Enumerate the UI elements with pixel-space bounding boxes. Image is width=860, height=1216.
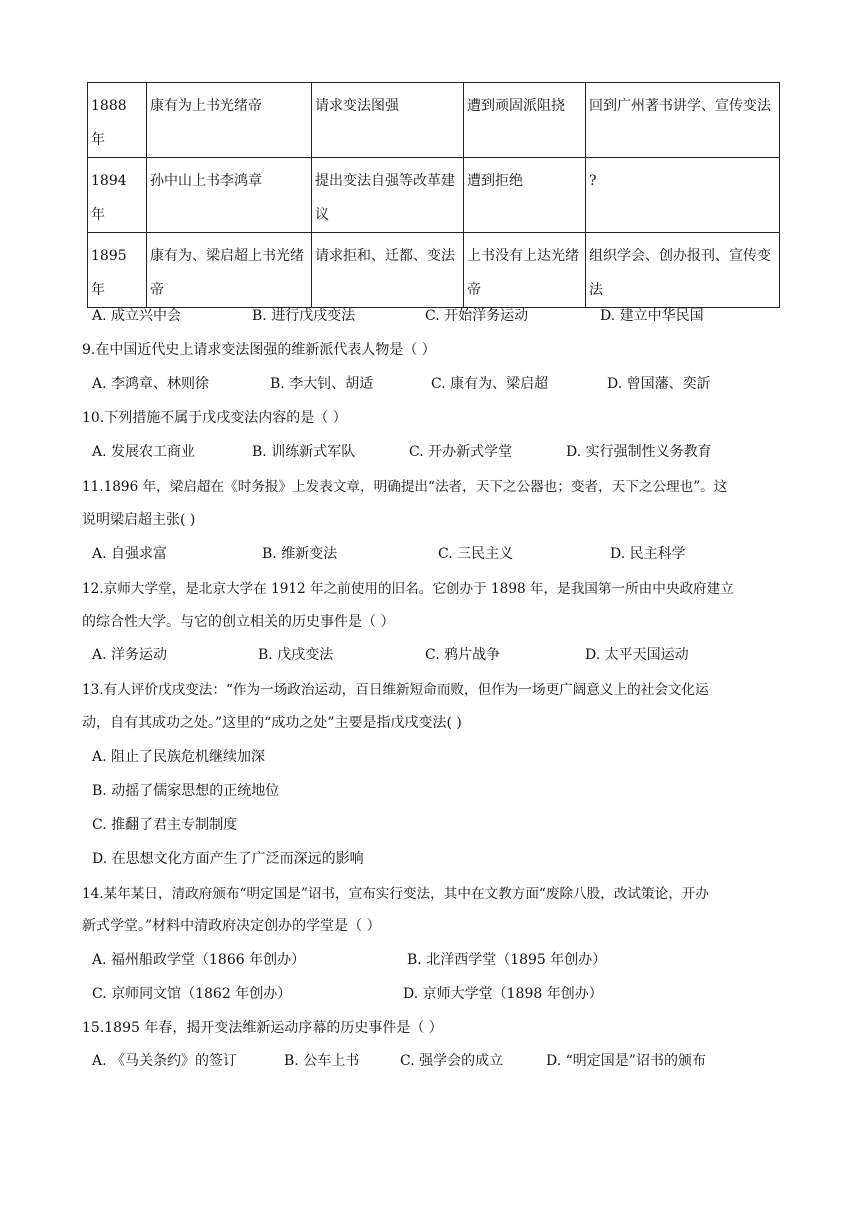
- q15-stem: 15.1895 年春，揭开变法维新运动序幕的历史事件是（ ）: [82, 1020, 443, 1036]
- q13-stem-line2: 动，自有其成功之处。”这里的“成功之处”主要是指戊戌变法( ): [82, 715, 462, 731]
- table-cell: 上书没有上达光绪帝: [464, 233, 586, 308]
- q13-option-d: D. 在思想文化方面产生了广泛而深远的影响: [92, 851, 364, 867]
- q13-option-c: C. 推翻了君主专制制度: [92, 817, 238, 833]
- q10-option-c: C. 开办新式学堂: [409, 444, 513, 460]
- q10-option-a: A. 发展农工商业: [92, 444, 196, 460]
- q15-option-b: B. 公车上书: [284, 1053, 360, 1069]
- table-cell: 遭到顽固派阻挠: [464, 83, 586, 158]
- table-cell: 康有为上书光绪帝: [147, 83, 312, 158]
- q13-option-b: B. 动摇了儒家思想的正统地位: [92, 783, 280, 799]
- q14-option-a: A. 福州船政学堂（1866 年创办）: [92, 952, 306, 968]
- q8-option-b: B. 进行戊戌变法: [252, 308, 356, 324]
- q14-option-d: D. 京师大学堂（1898 年创办）: [403, 986, 603, 1002]
- q9-option-c: C. 康有为、梁启超: [431, 376, 549, 392]
- table-cell: 1888 年: [88, 83, 147, 158]
- table-cell: 1895 年: [88, 233, 147, 308]
- q8-option-d: D. 建立中华民国: [600, 308, 704, 324]
- table-cell: 请求变法图强: [312, 83, 464, 158]
- q12-option-b: B. 戊戌变法: [258, 647, 334, 663]
- q12-option-c: C. 鸦片战争: [425, 647, 501, 663]
- table-row: [88, 158, 780, 233]
- q14-stem-line2: 新式学堂。”材料中清政府决定创办的学堂是（ ）: [82, 918, 381, 934]
- table-row: [88, 233, 780, 308]
- q15-option-a: A. 《马关条约》的签订: [92, 1053, 238, 1069]
- q11-option-c: C. 三民主义: [438, 546, 514, 562]
- table-cell: 孙中山上书李鸿章: [147, 158, 312, 233]
- table-cell: 1894 年: [88, 158, 147, 233]
- q8-option-c: C. 开始洋务运动: [425, 308, 529, 324]
- q8-option-a: A. 成立兴中会: [92, 308, 182, 324]
- q14-option-b: B. 北洋西学堂（1895 年创办）: [407, 952, 607, 968]
- q15-option-c: C. 强学会的成立: [400, 1053, 504, 1069]
- q12-option-d: D. 太平天国运动: [585, 647, 689, 663]
- table-cell: 遭到拒绝: [464, 158, 586, 233]
- q10-option-b: B. 训练新式军队: [252, 444, 356, 460]
- q11-option-b: B. 维新变法: [262, 546, 338, 562]
- q10-stem: 10.下列措施不属于戊戌变法内容的是（ ）: [82, 410, 347, 426]
- table-row: [88, 83, 780, 158]
- table-cell: 康有为、梁启超上书光绪帝: [147, 233, 312, 308]
- q11-stem-line1: 11.1896 年，梁启超在《时务报》上发表文章，明确提出“法者，天下之公器也；变者，天下之公理也”。这: [82, 479, 728, 495]
- q13-option-a: A. 阻止了民族危机继续加深: [92, 749, 266, 765]
- table-cell: 回到广州著书讲学、宣传变法: [586, 83, 780, 158]
- q14-option-c: C. 京师同文馆（1862 年创办）: [92, 986, 292, 1002]
- table-cell: 提出变法自强等改革建议: [312, 158, 464, 233]
- q11-stem-line2: 说明梁启超主张( ): [82, 512, 196, 528]
- history-table: [87, 82, 780, 308]
- q12-stem-line2: 的综合性大学。与它的创立相关的历史事件是（ ）: [82, 614, 395, 630]
- q12-option-a: A. 洋务运动: [92, 647, 168, 663]
- q11-option-a: A. 自强求富: [92, 546, 168, 562]
- table-cell: ?: [586, 158, 780, 233]
- q13-stem-line1: 13.有人评价戊戌变法：“作为一场政治运动，百日维新短命而败，但作为一场更广阔意义上的社会文化运: [82, 682, 709, 698]
- q12-stem-line1: 12.京师大学堂，是北京大学在 1912 年之前使用的旧名。它创办于 1898 年，是我国第一所由中央政府建立: [82, 581, 734, 597]
- q9-option-a: A. 李鸿章、林则徐: [92, 376, 210, 392]
- q9-option-d: D. 曾国藩、奕訢: [607, 376, 711, 392]
- q14-stem-line1: 14.某年某日，清政府颁布“明定国是”诏书，宣布实行变法，其中在文教方面“废除八股，改试策论，开办: [82, 886, 709, 902]
- q15-option-d: D. “明定国是”诏书的颁布: [546, 1053, 706, 1069]
- table-cell: 请求拒和、迁都、变法: [312, 233, 464, 308]
- table-cell: 组织学会、创办报刊、宣传变法: [586, 233, 780, 308]
- q11-option-d: D. 民主科学: [610, 546, 686, 562]
- q10-option-d: D. 实行强制性义务教育: [566, 444, 712, 460]
- q9-stem: 9.在中国近代史上请求变法图强的维新派代表人物是（ ）: [82, 342, 436, 358]
- q9-option-b: B. 李大钊、胡适: [270, 376, 374, 392]
